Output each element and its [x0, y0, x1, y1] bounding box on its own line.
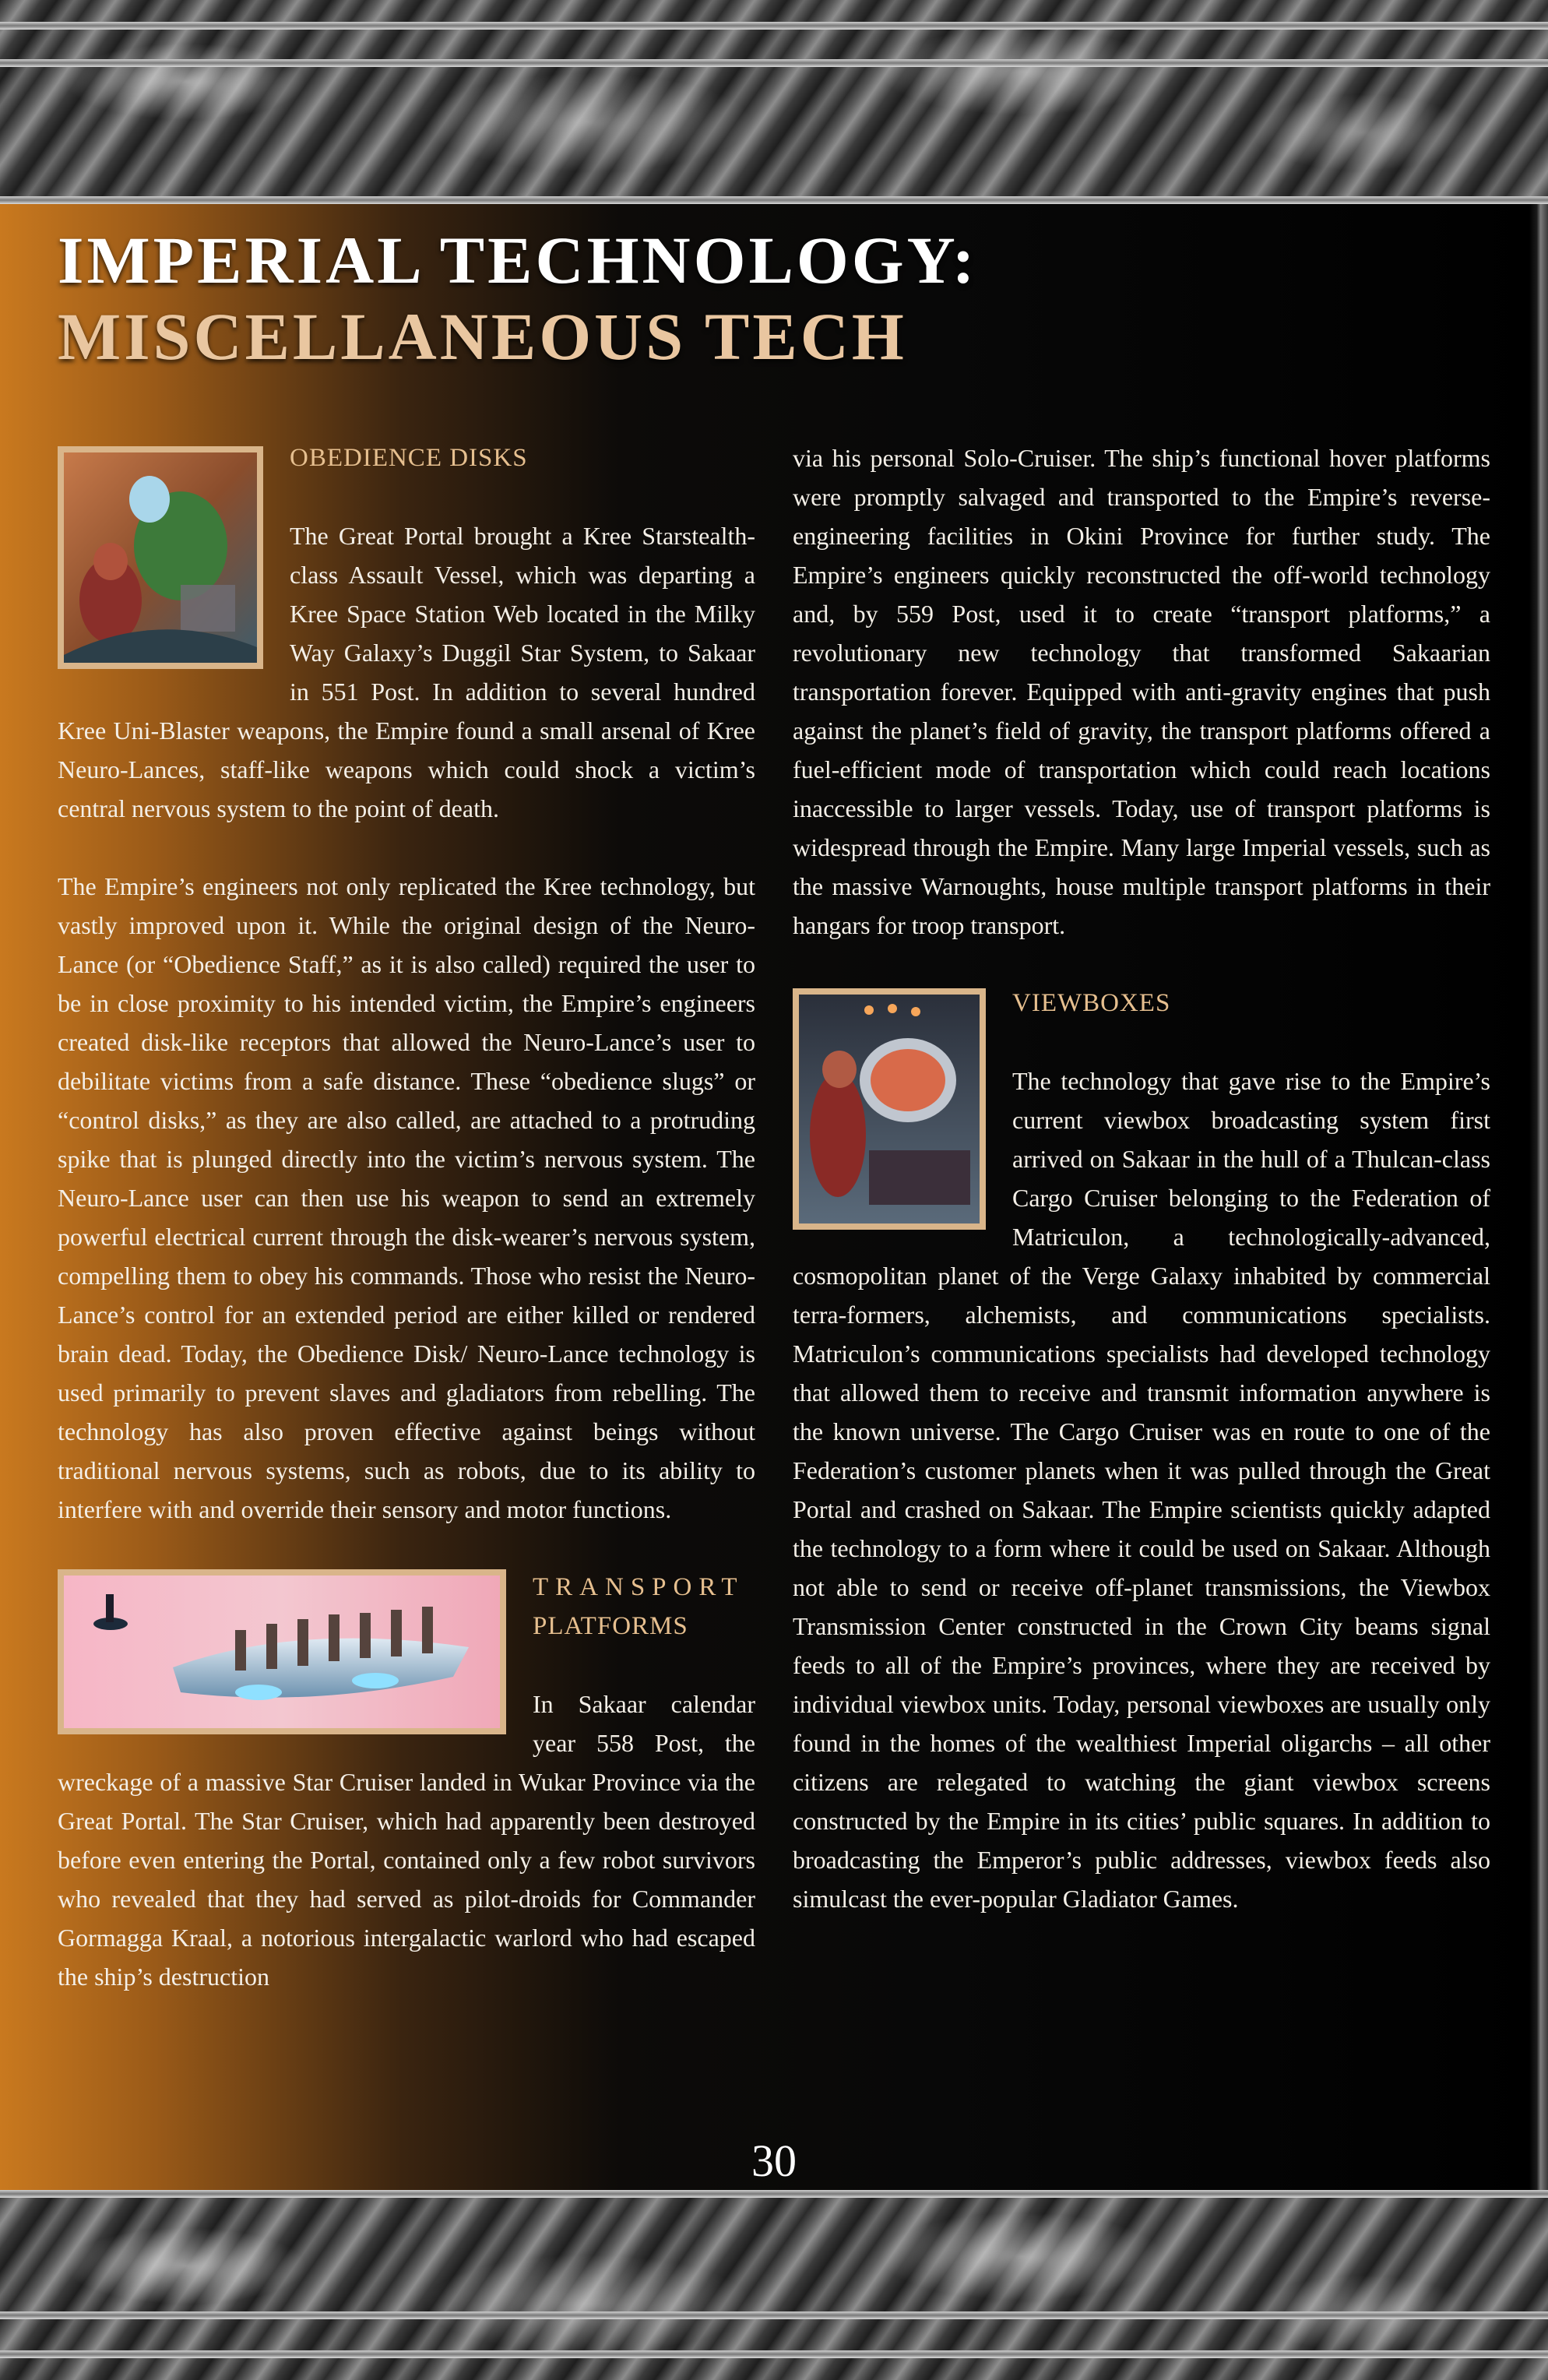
left-column [58, 438, 755, 2035]
frame-rule [0, 22, 1548, 30]
frame-rule [0, 2350, 1548, 2358]
viewboxes-paragraph: The technology that gave rise to the Empire’s current viewbox broadcasting system first arrived on Sakaar in the hull of a Thulcan-class Cargo Cruiser belonging to the Federation of Matriculon, a technologically-advanced, cosmopolitan planet of the Verge Galaxy inhabited by commercial terra-formers, alchemists, and communications specialists. Matriculon’s communications specialists had developed technology that allowed them to receive and transmit information anywhere is the known universe. The Cargo Cruiser was en route to one of the Federation’s customer planets when it was pulled through the Great Portal and crashed on Sakaar. The Empire scientists quickly adapted the technology to a form where it could be used on Sakaar. Although not able to send or receive off-planet transmissions, the Viewbox Transmission Center constructed in the Crown City beams signal feeds to all of the Empire’s provinces, where they are received by individual viewbox units. Today, personal viewboxes are usually only found in the homes of the wealthiest Imperial oligarchs – all other citizens are relegated to watching the giant viewbox screens constructed by the Empire in its cities’ public squares. In addition to broadcasting the Emperor’s public addresses, viewbox feeds also simulcast the ever-popular Gladiator Games. [793, 1067, 1490, 1913]
transport-platforms-illustration [58, 1569, 506, 1734]
obedience-paragraph-2: The Empire’s engineers not only replicated the Kree technology, but vastly improved upon it. While the original design of the Neuro-Lance (or “Obedience Staff,” as it is also called) required the user to be in close proximity to his intended victim, the Empire’s engineers created disk-like receptors that allowed the Neuro-Lance’s user to debilitate victims from a safe distance. These “obedience slugs” or “control disks,” as they are also called, are attached to a protruding spike that is plunged directly into the victim’s nervous system. The Neuro-Lance user can then use his weapon to send an extremely powerful electrical current through the disk-wearer’s nervous system, compelling them to obey his commands. Those who resist the Neuro-Lance’s control for an extended period are either killed or rendered brain dead. Today, the Obedience Disk/ Neuro-Lance technology is used primarily to prevent slaves and gladiators from rebelling. The technology has also proven effective against beings without traditional nervous systems, such as robots, due to its ability to interfere with and override their sensory and motor functions. [58, 872, 755, 1523]
page-title [58, 222, 1226, 375]
transport-heading-line-2: PLATFORMS [533, 1612, 688, 1640]
title-line-2: MISCELLANEOUS TECH [58, 299, 907, 374]
frame-rule [0, 2190, 1548, 2198]
obedience-paragraph-1: The Great Portal brought a Kree Starstealth-class Assault Vessel, which was departing a Kree Space Station Web located in the Milky Way Galaxy’s Duggil Star System, to Sakaar in 551 Post. In addition to several hundred Kree Uni-Blaster weapons, the Empire found a small arsenal of Kree Neuro-Lances, staff-like weapons which could shock a victim’s central nervous system to the point of death. [58, 522, 755, 822]
frame-rule [0, 2311, 1548, 2319]
right-column [793, 438, 1490, 1957]
transport-paragraph-left: In Sakaar calendar year 558 Post, the wreckage of a massive Star Cruiser landed in Wukar Province via the Great Portal. The Star Cruiser, which had apparently been destroyed before even entering the Portal, contained only a few robot survivors who revealed that they had served as pilot-droids for Commander Gormagga Kraal, a notorious intergalactic warlord who had escaped the ship’s destruction [58, 1690, 755, 1991]
page-number: 30 [751, 2135, 797, 2186]
obedience-disks-heading: OBEDIENCE DISKS [290, 444, 528, 472]
panel-edge [1529, 204, 1548, 2190]
transport-paragraph-right: via his personal Solo-Cruiser. The ship’s functional hover platforms were promptly salvaged and transported to the Empire’s reverse-engineering facilities in Okini Province for further study. The Empire’s engineers quickly reconstructed the off-world technology and, by 559 Post, used it to create “transport platforms,” a revolutionary new technology that transformed Sakaarian transportation forever. Equipped with anti-gravity engines that push against the planet’s field of gravity, the transport platforms offered a fuel-efficient mode of transportation which could reach locations inaccessible to larger vessels. Today, use of transport platforms is widespread through the Empire. Many large Imperial vessels, such as the massive Warnoughts, house multiple transport platforms in their hangars for troop transport. [793, 444, 1490, 939]
viewboxes-illustration [793, 988, 986, 1230]
viewboxes-heading: VIEWBOXES [1012, 989, 1171, 1017]
frame-rule [0, 59, 1548, 67]
transport-heading-line-1: TRANSPORT [533, 1573, 744, 1601]
obedience-disks-illustration [58, 446, 263, 669]
frame-rule [0, 196, 1548, 204]
marble-frame-top [0, 0, 1548, 204]
title-line-1: IMPERIAL TECHNOLOGY: [58, 223, 978, 298]
